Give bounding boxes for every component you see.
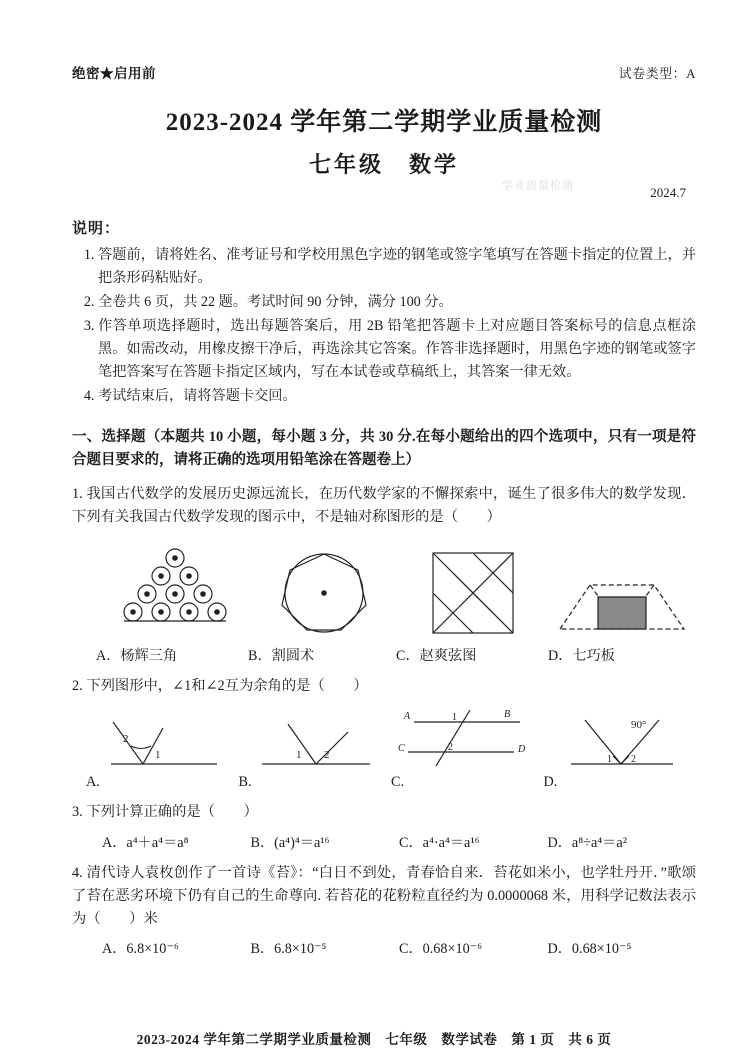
page-footer	[0, 1028, 748, 1048]
svg-text:2: 2	[448, 742, 454, 754]
svg-text:2: 2	[323, 749, 330, 762]
svg-text:2: 2	[630, 754, 636, 766]
option-D[interactable]: D．0.68×10⁻⁵	[547, 941, 632, 958]
option-D[interactable]: D．七巧板	[548, 648, 615, 665]
question-3-options	[72, 832, 696, 852]
question-2-number: 2.	[72, 678, 83, 695]
option-A[interactable]: A.	[86, 774, 100, 791]
question-2-text: 下列图形中，∠1和∠2互为余角的是（ ）	[86, 678, 368, 695]
figure-circle-cutting	[249, 535, 398, 639]
svg-text:1: 1	[295, 749, 302, 762]
question-1-number: 1.	[72, 485, 83, 502]
svg-text:90°: 90°	[630, 719, 647, 732]
list-item: 2. 全卷共 6 页，共 22 题。考试时间 90 分钟，满分 100 分。	[98, 291, 696, 314]
option-C[interactable]: C．赵爽弦图	[396, 648, 477, 665]
question-3-text: 下列计算正确的是（ ）	[86, 804, 258, 821]
figure-2b	[239, 702, 392, 772]
svg-text:2: 2	[123, 733, 129, 746]
figure-yanghui-triangle	[100, 535, 249, 639]
question-1-figures	[72, 535, 696, 639]
question-2-options	[72, 774, 696, 791]
list-item: 4. 考试结束后，请将答题卡交回。	[98, 385, 696, 408]
question-4-text: 清代诗人袁枚创作了一首诗《苔》：“白日不到处，青春恰自来．苔花如米小，也学牡丹开．”歌颂了苔在恶劣环境下仍有自己的生命尊向. 若苔花的花粉粒直径约为 0.0000068 米，用科学记数法表示为（ ）米	[72, 864, 697, 927]
question-1-text: 我国古代数学的发展历史源远流长，在历代数学家的不懈探索中，诞生了很多伟大的数学发现．下列有关我国古代数学发现的图示中，不是轴对称图形的是（ ）	[72, 485, 696, 526]
option-C[interactable]: C．a⁴·a⁴＝a¹⁶	[399, 834, 480, 851]
figure-2c	[391, 702, 544, 772]
option-A[interactable]: A．6.8×10⁻⁶	[102, 941, 179, 958]
option-B[interactable]: B．(a⁴)⁴＝a¹⁶	[250, 834, 330, 851]
option-A[interactable]: A．杨辉三角	[96, 648, 178, 665]
date-row	[72, 180, 696, 205]
svg-text:D: D	[518, 744, 526, 756]
figure-2d	[544, 702, 697, 772]
svg-text:1: 1	[452, 712, 458, 724]
option-A[interactable]: A．a⁴＋a⁴＝a⁸	[102, 834, 189, 851]
figure-zhaoshuang-xiantu	[398, 535, 547, 639]
question-3-number: 3.	[72, 804, 83, 821]
footer-text: 2023-2024 学年第二学期学业质量检测 七年级 数学试卷 第 1 页 共 6 页	[136, 1032, 612, 1047]
svg-text:1: 1	[606, 754, 612, 766]
figure-tangram	[547, 535, 696, 639]
question-3	[72, 801, 696, 824]
list-item: 3. 作答单项选择题时，选出每题答案后，用 2B 铅笔把答题卡上对应题目答案标号的信息点框涂黑。如需改动，用橡皮擦干净后，再选涂其它答案。作答非选择题时，用黑色字迹的钢笔或签字笔把答案写在答题卡指定区域内，写在本试卷或草稿纸上，其答案一律无效。	[98, 315, 696, 384]
question-4	[72, 862, 696, 931]
exam-title: 2023-2024 学年第二学期学业质量检测	[165, 109, 603, 136]
option-B[interactable]: B．割圆术	[248, 648, 315, 665]
figure-2a	[86, 702, 239, 772]
option-B[interactable]: B.	[238, 774, 252, 791]
svg-text:1: 1	[155, 749, 161, 762]
watermark-text: 学业质量检测	[502, 180, 574, 192]
svg-text:C: C	[398, 743, 405, 755]
question-2-figures	[72, 702, 696, 772]
svg-text:B: B	[504, 709, 511, 721]
exam-date: 2024.7	[650, 185, 686, 200]
instructions-list	[72, 244, 696, 408]
option-C[interactable]: C.	[391, 774, 405, 791]
exam-subtitle: 七年级 数学	[308, 152, 459, 177]
section-one-heading: 一、选择题（本题共 10 小题，每小题 3 分，共 30 分.在每小题给出的四个选项中，只有一项是符合题目要求的，请将正确的选项用铅笔涂在答题卷上）	[72, 429, 696, 469]
question-1-options	[72, 645, 696, 665]
option-C[interactable]: C．0.68×10⁻⁶	[399, 941, 483, 958]
svg-text:A: A	[404, 711, 411, 723]
paper-type-label: 试卷类型：A	[618, 66, 696, 81]
question-2	[72, 675, 696, 698]
option-B[interactable]: B．6.8×10⁻⁵	[250, 941, 327, 958]
question-4-number: 4.	[72, 864, 83, 881]
page-header	[72, 62, 696, 82]
list-item: 1. 答题前，请将姓名、准考证号和学校用黑色字迹的钢笔或签字笔填写在答题卡指定的位置上，并把条形码粘贴好。	[98, 244, 696, 290]
question-1	[72, 483, 696, 529]
instructions-heading: 说明：	[72, 221, 121, 237]
question-4-options	[72, 938, 696, 958]
option-D[interactable]: D.	[543, 774, 558, 791]
option-D[interactable]: D．a⁸÷a⁴＝a²	[547, 834, 627, 851]
secrecy-label: 绝密★启用前	[72, 66, 156, 81]
